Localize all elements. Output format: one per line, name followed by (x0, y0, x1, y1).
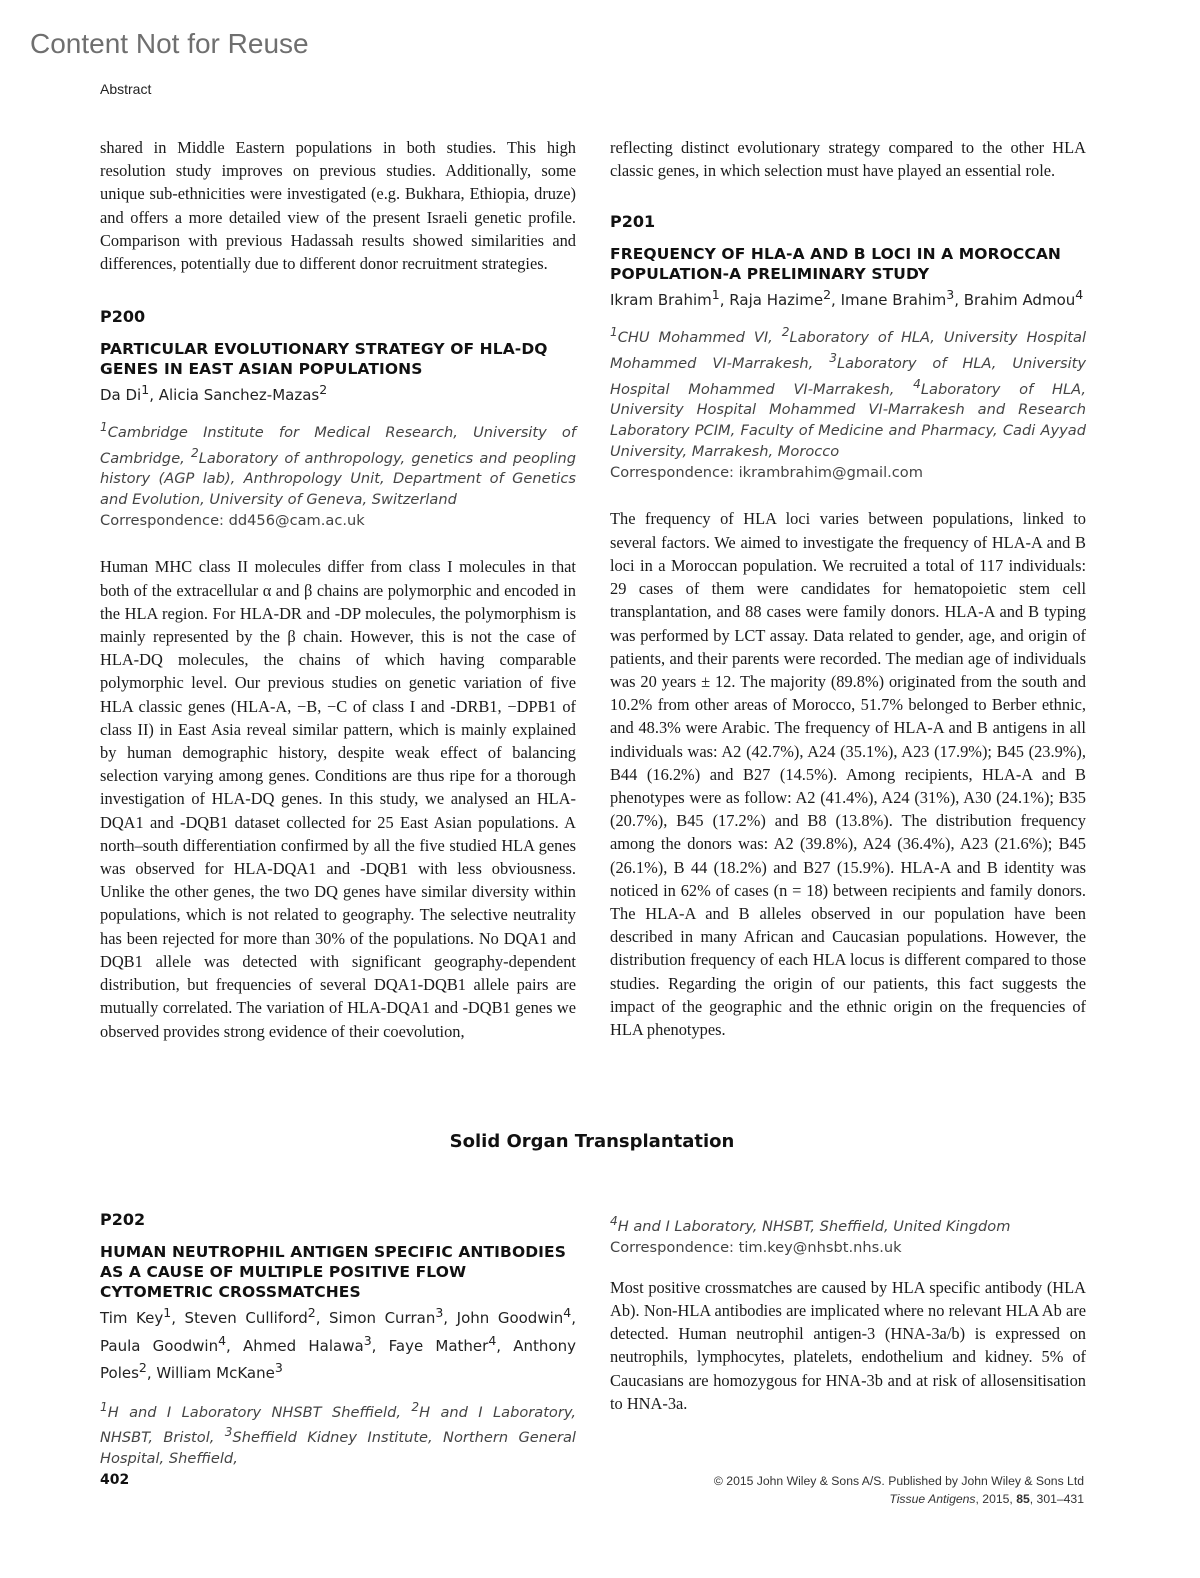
abstract-p202 (100, 1210, 576, 1469)
abstract-correspondence: Correspondence: tim.key@nhsbt.nhs.uk (610, 1238, 902, 1256)
abstract-authors: Tim Key$^1$, Steven Culliford$^2$, Simon Curran$^3$, John Goodwin$^4$, Paula Goodwin$^4$, Ahmed Halawa$^3$, Faye Mather$^4$, Anthony Poles$^2$, William McKane$^3$ (100, 1305, 576, 1382)
journal-line: Tissue Antigens, 2015, 85, 301–431 (889, 1492, 1084, 1506)
footer-citation (714, 1472, 1084, 1508)
section-heading: Solid Organ Transplantation (449, 1131, 735, 1152)
abstract-body: Human MHC class II molecules differ from class I molecules in that both of the extracellular α and β chains are polymorphic and encoded in the HLA region. For HLA-DR and -DP molecules, the polymorphism is mainly represented by the β chain. However, this is not the case of HLA-DQ molecules, the chains of which having comparable polymorphic level. Our previous studies on genetic variation of five HLA classic genes (HLA-A, −B, −C of class I and -DRB1, −DPB1 of class II) in East Asia reveal similar pattern, which is mainly explained by human demographic history, despite weak effect of balancing selection varying among genes. Conditions are thus ripe for a thorough investigation of HLA-DQ genes. In this study, we analysed an HLA-DQA1 and -DQB1 dataset collected for 25 East Asian populations. A north–south differentiation confirmed by all the five studied HLA genes was observed for HLA-DQA1 and -DQB1 with less obviousness. Unlike the other genes, the two DQ genes have similar diversity within populations, which is not related to geography. The selective neutrality has been rejected for more than 30% of the populations. No DQA1 and DQB1 allele was detected with significant geography-dependent distribution, but frequencies of several DQA1-DQB1 allele pairs are mutually correlated. The variation of HLA-DQA1 and -DQB1 genes we observed provides strong evidence of their coevolution, (100, 557, 576, 1041)
abstract-id: P200 (100, 307, 146, 327)
abstract-affiliations: $^1$Cambridge Institute for Medical Research, University of Cambridge, $^2$Laboratory of anthropology, genetics and peopling history (AGP lab), Anthropology Unit, Department of Genetics and Evolution, University of Geneva, Switzerland (100, 419, 576, 509)
abstract-authors: Da Di$^1$, Alicia Sanchez-Mazas$^2$ (100, 382, 328, 405)
abstract-title: FREQUENCY OF HLA-A AND B LOCI IN A MOROCCAN POPULATION-A PRELIMINARY STUDY (610, 245, 1061, 284)
abstract-id: P202 (100, 1210, 146, 1229)
abstract-affiliations: $^4$H and I Laboratory, NHSBT, Sheffield, United Kingdom (610, 1214, 1011, 1235)
abstract-affiliations: $^1$CHU Mohammed VI, $^2$Laboratory of HLA, University Hospital Mohammed VI-Marrakesh, $^3$Laboratory of HLA, University Hospital Mohammed VI-Marrakesh, $^4$Laboratory of HLA, University Hospital Mohammed VI-Marrakesh and Research Laboratory PCIM, Faculty of Medicine and Pharmacy, Cadi Ayyad University, Marrakesh, Morocco (610, 324, 1087, 461)
page-number: 402 (100, 1472, 130, 1488)
watermark: Content Not for Reuse (30, 28, 309, 59)
abstract-p201 (610, 212, 1086, 1041)
abstract-authors: Ikram Brahim$^1$, Raja Hazime$^2$, Imane Brahim$^3$, Brahim Admou$^4$ (610, 287, 1084, 310)
abstract-correspondence: Correspondence: dd456@cam.ac.uk (100, 512, 365, 530)
running-head: Abstract (100, 81, 152, 97)
abstract-p200 (100, 307, 576, 1042)
abstract-id: P201 (610, 212, 656, 232)
left-column (100, 136, 576, 1043)
abstract-body: The frequency of HLA loci varies between populations, linked to several factors. We aimed to investigate the frequency of HLA-A and B loci in a Moroccan population. We recruited a total of 117 individuals: 29 cases of them were candidates for hematopoietic stem cell transplantation, and 88 cases were family donors. HLA-A and B typing was performed by LCT assay. Data related to gender, age, and origin of patients, and their parents were recorded. The median age of individuals was 20 years ± 12. The majority (89.8%) originated from the south and 10.2% from other areas of Morocco, 51.7% belonged to Berber ethnic, and 48.3% were Arabic. The frequency of HLA-A and B antigens in all individuals was: A2 (42.7%), A24 (35.1%), A23 (17.9%); B45 (23.9%), B44 (16.2%) and B27 (14.5%). Among recipients, HLA-A and B phenotypes were as follow: A2 (41.4%), A24 (31%), A30 (24.1%); B35 (20.7%), B45 (17.2%) and B8 (13.8%). The distribution frequency among the donors was: A2 (39.8%), A24 (36.4%), A23 (21.6%); B45 (26.1%), B 44 (18.2%) and B27 (15.9%). HLA-A and B identity was noticed in 62% of cases (n = 18) between recipients and family donors. The HLA-A and B alleles observed in our population have been described in many African and Caucasian populations. However, the distribution frequency of each HLA locus is different compared to those studies. Regarding the origin of our patients, this fact suggests the impact of the geographic and the ethnic origin on the frequencies of HLA phenotypes. (610, 509, 1086, 1039)
abstract-p202-continued (610, 1211, 1086, 1415)
abstract-affiliations: $^1$H and I Laboratory NHSBT Sheffield, $^2$H and I Laboratory, NHSBT, Bristol, $^3$Sheffield Kidney Institute, Northern General Hospital, Sheffield, (100, 1399, 576, 1468)
continued-text: reflecting distinct evolutionary strategy compared to the other HLA classic genes, in which selection must have played an essential role. (610, 138, 1086, 181)
abstract-body: Most positive crossmatches are caused by HLA specific antibody (HLA Ab). Non-HLA antibodies are implicated where no relevant HLA Ab are detected. Human neutrophil antigen-3 (HNA-3a/b) is expressed on neutrophils, lymphocytes, platelets, endothelium and kidney. 5% of Caucasians are homozygous for HNA-3b and at risk of allosensitisation to HNA-3a. (610, 1277, 1086, 1413)
continued-text: shared in Middle Eastern populations in both studies. This high resolution study improves on previous studies. Additionally, some unique sub-ethnicities were investigated (e.g. Bukhara, Ethiopia, druze) and offers a more detailed view of the present Israeli genetic profile. Comparison with previous Hadassah results showed similarities and differences, potentially due to different donor recruitment strategies. (100, 138, 576, 274)
abstract-correspondence: Correspondence: ikrambrahim@gmail.com (610, 464, 923, 482)
abstract-title: PARTICULAR EVOLUTIONARY STRATEGY OF HLA-DQ GENES IN EAST ASIAN POPULATIONS (100, 340, 548, 379)
copyright-line: © 2015 John Wiley & Sons A/S. Published by John Wiley & Sons Ltd (713, 1474, 1084, 1488)
right-column (610, 136, 1086, 1041)
abstract-title: HUMAN NEUTROPHIL ANTIGEN SPECIFIC ANTIBODIES AS A CAUSE OF MULTIPLE POSITIVE FLOW CYTOMETRIC CROSSMATCHES (100, 1243, 567, 1301)
